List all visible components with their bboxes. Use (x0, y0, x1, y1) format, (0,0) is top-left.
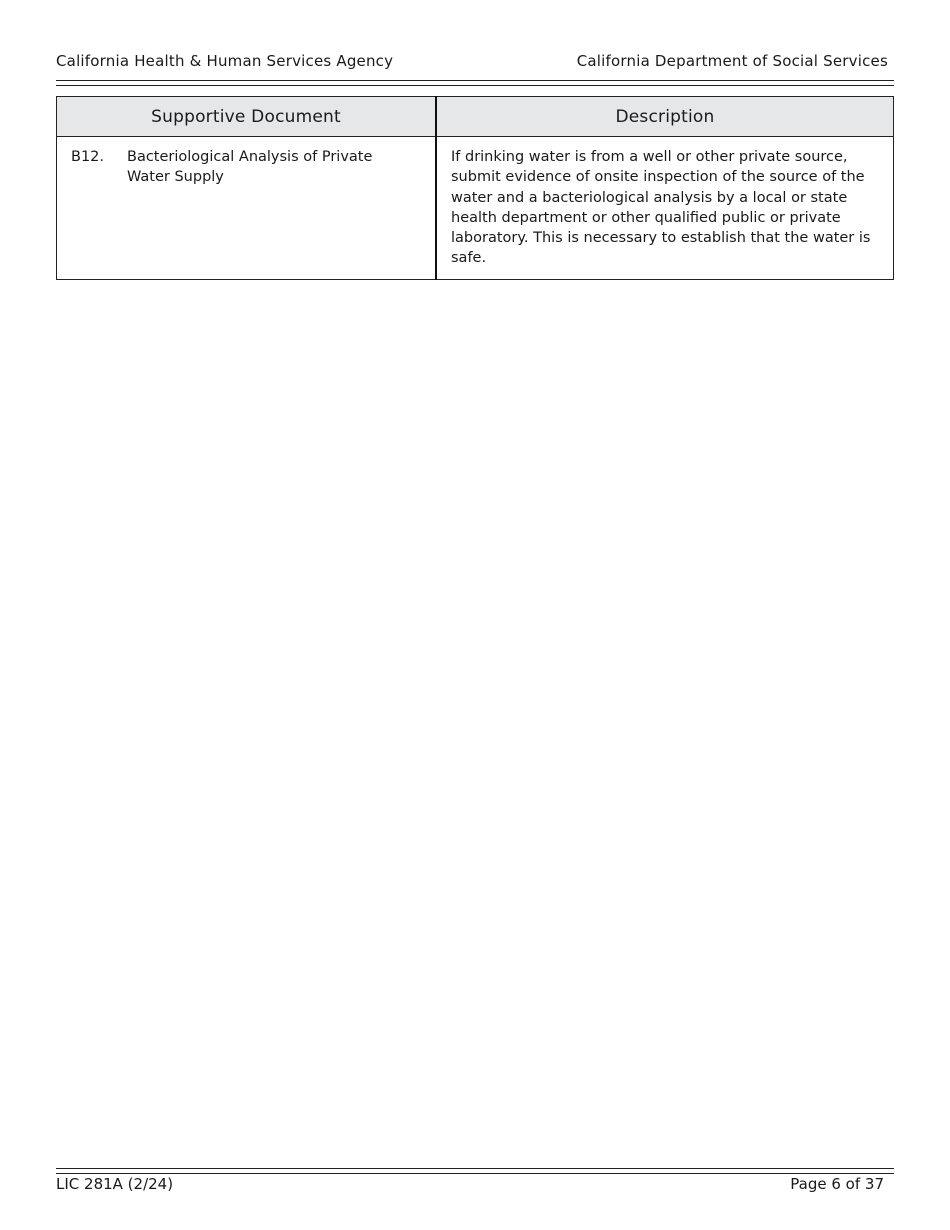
page-footer (56, 1175, 894, 1197)
page-header (56, 52, 894, 74)
table-header-row (57, 97, 894, 137)
column-header-supportive-document: Supportive Document (57, 97, 437, 137)
supportive-document-table (56, 96, 894, 280)
form-id: LIC 281A (2/24) (56, 1175, 174, 1193)
document-title: Bacteriological Analysis of Private Water Supply (127, 149, 373, 186)
agency-name: California Health & Human Services Agency (56, 52, 394, 70)
description-cell: If drinking water is from a well or other private source, submit evidence of onsite inspection of the source of the water and a bacteriological analysis by a local or state health department or other qualified public or private laboratory. This is necessary to establish that the water is safe. (436, 137, 894, 280)
footer-divider (56, 1168, 894, 1174)
item-number: B12. (71, 149, 105, 165)
page-number: Page 6 of 37 (790, 1175, 884, 1193)
table-row (57, 137, 894, 280)
column-header-description: Description (436, 97, 894, 137)
header-divider (56, 80, 894, 86)
department-name: California Department of Social Services (576, 52, 888, 70)
document-cell (57, 137, 437, 280)
